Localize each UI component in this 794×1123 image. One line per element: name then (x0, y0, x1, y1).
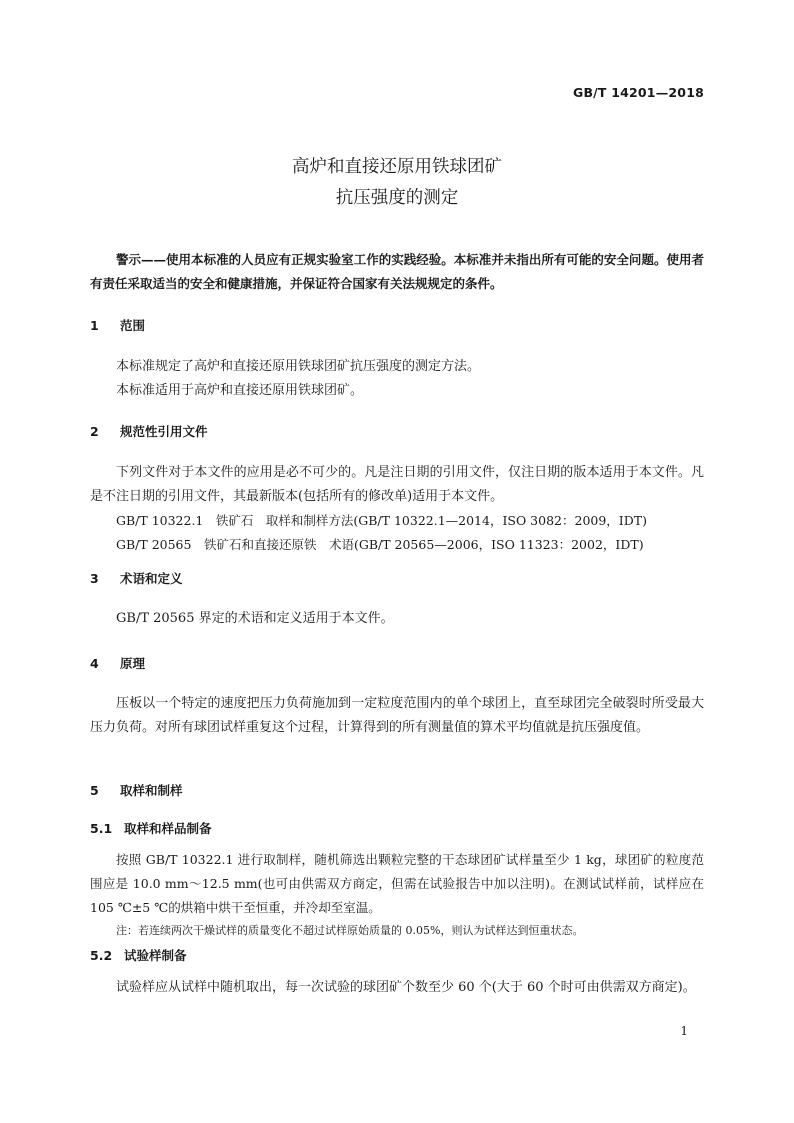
body-line: 本标准适用于高炉和直接还原用铁球团矿。 (116, 383, 364, 398)
reference-item: GB/T 10322.1 铁矿石 取样和制样方法(GB/T 10322.1—2014，ISO 3082：2009，IDT) (116, 513, 647, 528)
warning-text: 警示——使用本标准的人员应有正规实验室工作的实践经验。本标准并未指出所有可能的安全问题。使用者有责任采取适当的安全和健康措施，并保证符合国家有关法规规定的条件。 (90, 252, 704, 291)
section-title: 规范性引用文件 (120, 424, 208, 439)
section-5-2-heading (90, 946, 704, 966)
section-2-heading (90, 422, 704, 442)
section-1-body (90, 355, 704, 403)
section-number: 5.2 (90, 948, 113, 963)
body-paragraph: 试验样应从试样中随机取出，每一次试验的球团矿个数至少 60 个(大于 60 个时可由供需双方商定)。 (116, 980, 696, 995)
section-title: 原理 (120, 656, 146, 671)
section-5-1-heading (90, 819, 704, 839)
reference-item: GB/T 20565 铁矿石和直接还原铁 术语(GB/T 20565—2006，ISO 11323：2002，IDT) (116, 537, 644, 552)
body-paragraph: 下列文件对于本文件的应用是必不可少的。凡是注日期的引用文件，仅注日期的版本适用于本文件。凡是不注日期的引用文件，其最新版本(包括所有的修改单)适用于本文件。 (90, 465, 704, 504)
section-3-body (90, 607, 704, 631)
section-number: 3 (90, 571, 99, 586)
section-number: 2 (90, 424, 99, 439)
section-3-heading (90, 569, 704, 589)
section-5-1-body (90, 848, 704, 940)
note: 注：若连续两次干燥试样的质量变化不超过试样原始质量的 0.05%，则认为试样达到恒重状态。 (116, 924, 584, 937)
warning-block (90, 248, 704, 296)
body-line: GB/T 20565 界定的术语和定义适用于本文件。 (116, 611, 394, 626)
section-title: 范围 (120, 318, 146, 333)
body-paragraph: 按照 GB/T 10322.1 进行取制样，随机筛选出颗粒完整的干态球团矿试样量至少 1 kg，球团矿的粒度范围应是 10.0 mm～12.5 mm(也可由供需双方商定，但需在试验报告中加以注明)。在测试试样前，试样应在 105 ℃±5 ℃的烘箱中烘干至恒重，并冷却至室温。 (90, 852, 704, 915)
section-5-2-body (90, 976, 704, 1000)
standard-code: GB/T 14201—2018 (572, 85, 704, 100)
section-number: 5.1 (90, 821, 113, 836)
body-line: 本标准规定了高炉和直接还原用铁球团矿抗压强度的测定方法。 (116, 359, 481, 374)
section-number: 4 (90, 656, 99, 671)
section-number: 1 (90, 318, 99, 333)
section-1-heading (90, 316, 704, 336)
section-title: 试验样制备 (124, 948, 187, 963)
body-paragraph: 压板以一个特定的速度把压力负荷施加到一定粒度范围内的单个球团上，直至球团完全破裂时所受最大压力负荷。对所有球团试样重复这个过程，计算得到的所有测量值的算术平均值就是抗压强度值。 (90, 696, 704, 735)
section-2-body (90, 461, 704, 557)
document-title-line2: 抗压强度的测定 (335, 188, 459, 208)
section-number: 5 (90, 783, 99, 798)
section-title: 取样和样品制备 (124, 821, 212, 836)
section-4-heading (90, 654, 704, 674)
page-number: 1 (680, 1024, 688, 1038)
section-title: 取样和制样 (120, 783, 183, 798)
document-title-line1: 高炉和直接还原用铁球团矿 (292, 157, 502, 177)
section-5-heading (90, 781, 704, 801)
section-4-body (90, 692, 704, 740)
section-title: 术语和定义 (120, 571, 183, 586)
